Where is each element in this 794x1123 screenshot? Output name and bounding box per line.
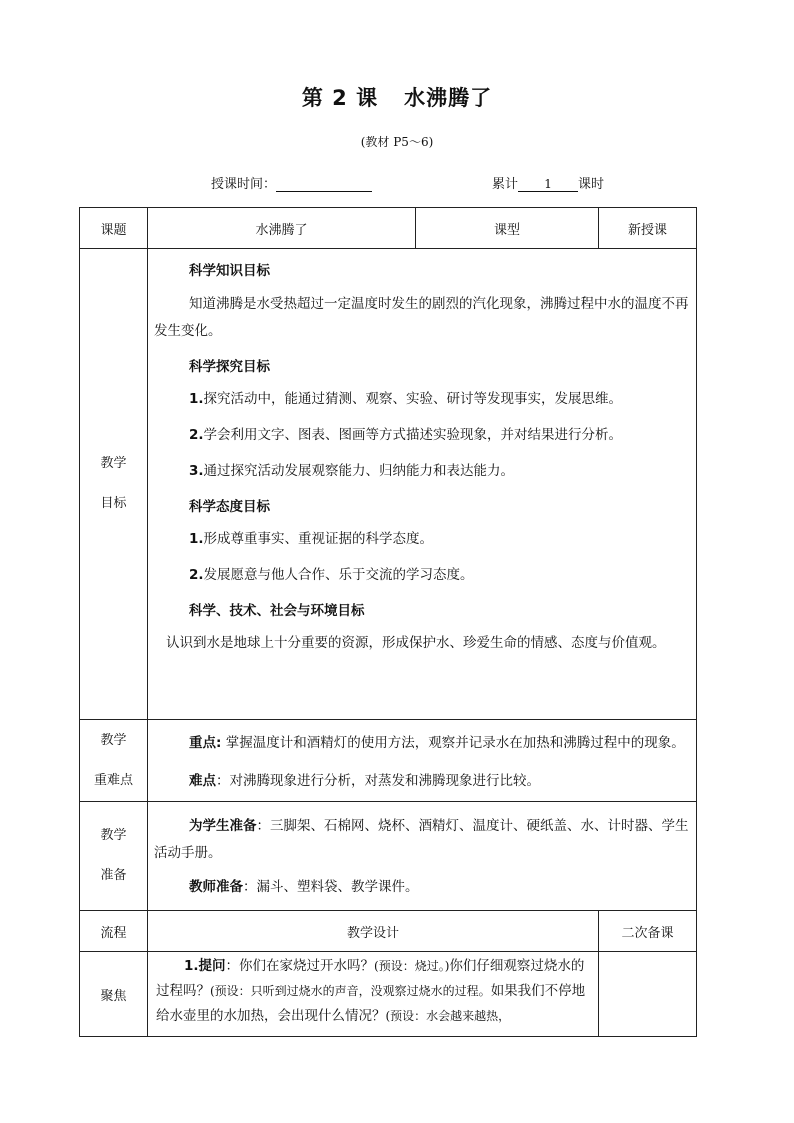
attitude-heading: 科学态度目标 xyxy=(189,499,270,515)
teacher-prep: 教师准备：漏斗、塑料袋、教学课件。 xyxy=(189,879,419,895)
keypoints-label xyxy=(80,720,148,802)
cumulative-unit: 课时 xyxy=(578,177,605,192)
topic-value: 水沸腾了 xyxy=(148,208,416,249)
lesson-number: 第 2 课 xyxy=(301,86,379,110)
focus-text-clip xyxy=(156,954,590,1036)
focus-question: 1.提问：你们在家烧过开水吗？(预设：烧过。)你们仔细观察过烧水的过程吗？(预设：只听到过烧水的声音，没观察过烧水的过程。如果我们不停地给水壶里的水加热，会出现什么情况？(预设：水会越来越热， xyxy=(156,958,586,1024)
keypoints-row xyxy=(80,720,697,802)
prep-label-line1: 教学 xyxy=(100,828,127,843)
lesson-plan-table xyxy=(79,207,697,1037)
goals-label-line1: 教学 xyxy=(100,456,127,471)
sts-text: 认识到水是地球上十分重要的资源，形成保护水、珍爱生命的情感、态度与价值观。 xyxy=(166,635,666,651)
time-label: 授课时间： xyxy=(211,177,277,192)
knowledge-heading: 科学知识目标 xyxy=(189,263,270,279)
difficult-point: 难点：对沸腾现象进行分析，对蒸发和沸腾现象进行比较。 xyxy=(189,772,540,789)
focus-content xyxy=(148,952,599,1037)
focus-label: 聚焦 xyxy=(80,952,148,1037)
prep-label xyxy=(80,802,148,911)
prep-label-line2: 准备 xyxy=(100,868,127,883)
second-prep-label: 二次备课 xyxy=(599,911,697,952)
time-blank xyxy=(276,177,372,192)
goals-row xyxy=(80,249,697,720)
prep-row xyxy=(80,802,697,911)
goals-label xyxy=(80,249,148,720)
keypoints-content xyxy=(148,720,697,802)
inquiry-item-2: 2.学会利用文字、图表、图画等方式描述实验现象，并对结果进行分析。 xyxy=(189,427,623,443)
lesson-title: 水沸腾了 xyxy=(404,86,493,110)
page-title xyxy=(0,82,794,112)
flow-label: 流程 xyxy=(80,911,148,952)
time-field xyxy=(211,173,372,192)
key-point: 重点: 掌握温度计和酒精灯的使用方法，观察并记录水在加热和沸腾过程中的现象。 xyxy=(189,734,685,751)
type-value: 新授课 xyxy=(599,208,697,249)
design-label: 教学设计 xyxy=(148,911,599,952)
student-prep: 为学生准备：三脚架、石棉网、烧杯、酒精灯、温度计、硬纸盖、水、计时器、学生活动手册。 xyxy=(154,818,689,861)
attitude-item-1: 1.形成尊重事实、重视证据的科学态度。 xyxy=(189,531,434,547)
topic-label: 课题 xyxy=(80,208,148,249)
second-prep-cell xyxy=(599,952,697,1037)
inquiry-heading: 科学探究目标 xyxy=(189,359,270,375)
goals-label-line2: 目标 xyxy=(100,496,127,511)
attitude-item-2: 2.发展愿意与他人合作、乐于交流的学习态度。 xyxy=(189,567,474,583)
topic-row xyxy=(80,208,697,249)
inquiry-item-1: 1.探究活动中，能通过猜测、观察、实验、研讨等发现事实，发展思维。 xyxy=(189,391,623,407)
knowledge-text: 知道沸腾是水受热超过一定温度时发生的剧烈的汽化现象，沸腾过程中水的温度不再发生变化。 xyxy=(154,296,689,339)
prep-content xyxy=(148,802,697,911)
flow-header-row xyxy=(80,911,697,952)
inquiry-item-3: 3.通过探究活动发展观察能力、归纳能力和表达能力。 xyxy=(189,463,515,479)
textbook-reference: (教材 P5～6) xyxy=(360,135,434,149)
type-label: 课型 xyxy=(416,208,599,249)
cumulative-field xyxy=(492,173,604,192)
goals-content xyxy=(148,249,697,720)
keypoints-label-line2: 重难点 xyxy=(93,772,133,788)
cumulative-value: 1 xyxy=(518,177,578,192)
sts-heading: 科学、技术、社会与环境目标 xyxy=(189,603,365,619)
focus-row xyxy=(80,952,697,1037)
cumulative-label: 累计 xyxy=(492,177,519,192)
keypoints-label-line1: 教学 xyxy=(100,732,127,748)
